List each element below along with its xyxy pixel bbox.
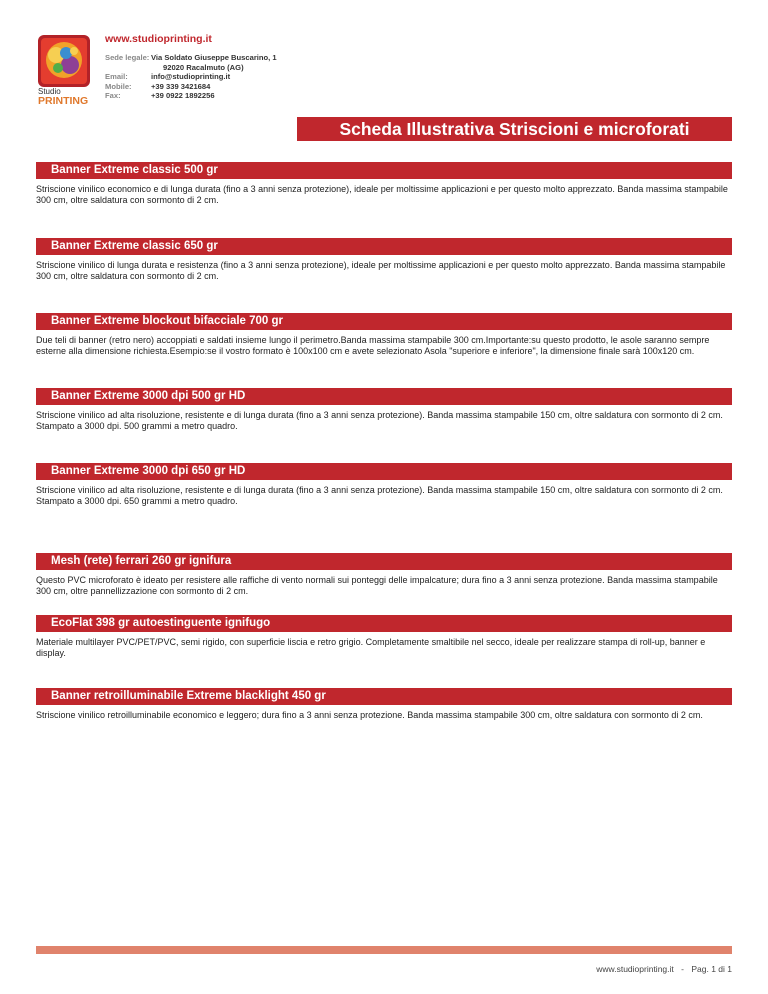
contact-row-sede: [105, 53, 277, 63]
email-label: Email:: [105, 72, 128, 82]
mobile-value: +39 339 3421684: [151, 81, 211, 91]
section-title: Banner retroilluminabile Extreme blacklight 450 gr: [36, 688, 732, 705]
sede-address-line1: Via Soldato Giuseppe Buscarino, 1: [151, 53, 277, 62]
contact-info: [105, 53, 277, 101]
product-section: [36, 615, 732, 688]
section-description: Striscione vinilico ad alta risoluzione, resistente e di lunga durata (fino a 3 anni senza protezione). Banda massima stampabile 150 cm, oltre saldatura con sormonto di 2 cm. Stampato a 3000 dpi. 500 grammi a metro quadro.: [36, 410, 723, 431]
fax-value: +39 0922 1892256: [151, 91, 215, 101]
footer-divider: [36, 946, 732, 954]
section-title: Banner Extreme classic 500 gr: [36, 162, 732, 179]
section-description: Materiale multilayer PVC/PET/PVC, semi rigido, con superficie liscia e retro grigio. Completamente smaltibile nel secco, ideale per realizzare stampa di roll-up, banner e display.: [36, 637, 706, 658]
section-description: Striscione vinilico ad alta risoluzione, resistente e di lunga durata (fino a 3 anni senza protezione). Banda massima stampabile 150 cm, oltre saldatura con sormonto di 2 cm. Stampato a 3000 dpi. 650 grammi a metro quadro.: [36, 485, 723, 506]
email-value[interactable]: info@studioprinting.it: [151, 72, 231, 82]
section-title: Mesh (rete) ferrari 260 gr ignifura: [36, 553, 732, 570]
product-section: [36, 553, 732, 615]
product-sections: [36, 162, 732, 748]
section-title: Banner Extreme classic 650 gr: [36, 238, 732, 255]
product-section: [36, 463, 732, 553]
fax-label: Fax:: [105, 91, 121, 101]
section-description: Striscione vinilico economico e di lunga durata (fino a 3 anni senza protezione), ideale per moltissime applicazioni e per questo molto apprezzato. Banda massima stampabile 300 cm, oltre saldatura con sormonto di 2 cm.: [36, 184, 728, 205]
site-url[interactable]: www.studioprinting.it: [105, 33, 212, 45]
section-description: Striscione vinilico retroilluminabile economico e leggero; dura fino a 3 anni senza protezione. Banda massima stampabile 300 cm, oltre saldatura con sormonto di 2 cm.: [36, 710, 703, 720]
studio-printing-logo: [36, 33, 96, 105]
contact-row-sede-2: [105, 63, 277, 73]
contact-row-email: [105, 72, 277, 82]
footer: [596, 964, 732, 974]
section-title: Banner Extreme 3000 dpi 650 gr HD: [36, 463, 732, 480]
product-section: [36, 313, 732, 388]
footer-separator: -: [681, 964, 684, 974]
mobile-label: Mobile:: [105, 81, 132, 91]
product-section: [36, 162, 732, 238]
product-section: [36, 688, 732, 748]
product-section: [36, 238, 732, 313]
page-header: [0, 0, 768, 150]
section-description: Due teli di banner (retro nero) accoppiati e saldati insieme lungo il perimetro.Banda massima stampabile 300 cm.Importante:su questo prodotto, le asole saranno sempre esterne alla dimensione richiesta.Esempio:se il vostro formato è 100x100 cm e avete selezionato Asola "superiore e inferiore", la dimensione finale sarà 100x120 cm.: [36, 335, 710, 356]
logo-text-top: Studio: [38, 87, 61, 96]
section-title: Banner Extreme 3000 dpi 500 gr HD: [36, 388, 732, 405]
footer-url[interactable]: www.studioprinting.it: [596, 964, 674, 974]
section-title: EcoFlat 398 gr autoestinguente ignifugo: [36, 615, 732, 632]
section-description: Striscione vinilico di lunga durata e resistenza (fino a 3 anni senza protezione), ideale per moltissime applicazioni e per questo molto apprezzato. Banda massima stampabile 300 cm, oltre saldatura con sormonto di 2 cm.: [36, 260, 726, 281]
document-title: Scheda Illustrativa Striscioni e microforati: [297, 117, 732, 141]
logo-text-bottom: PRINTING: [38, 95, 89, 105]
product-section: [36, 388, 732, 463]
section-description: Questo PVC microforato è ideato per resistere alle raffiche di vento normali sui ponteggi delle impalcature; dura fino a 3 anni senza protezione. Banda massima stampabile 300 cm, oltre pannellizzazione con sormonto di 2 cm.: [36, 575, 718, 596]
contact-row-mobile: [105, 82, 277, 92]
sede-label: Sede legale:: [105, 53, 150, 62]
page-number: Pag. 1 di 1: [691, 964, 732, 974]
sede-address-line2: 92020 Racalmuto (AG): [163, 62, 244, 72]
section-title: Banner Extreme blockout bifacciale 700 gr: [36, 313, 732, 330]
contact-row-fax: [105, 91, 277, 101]
